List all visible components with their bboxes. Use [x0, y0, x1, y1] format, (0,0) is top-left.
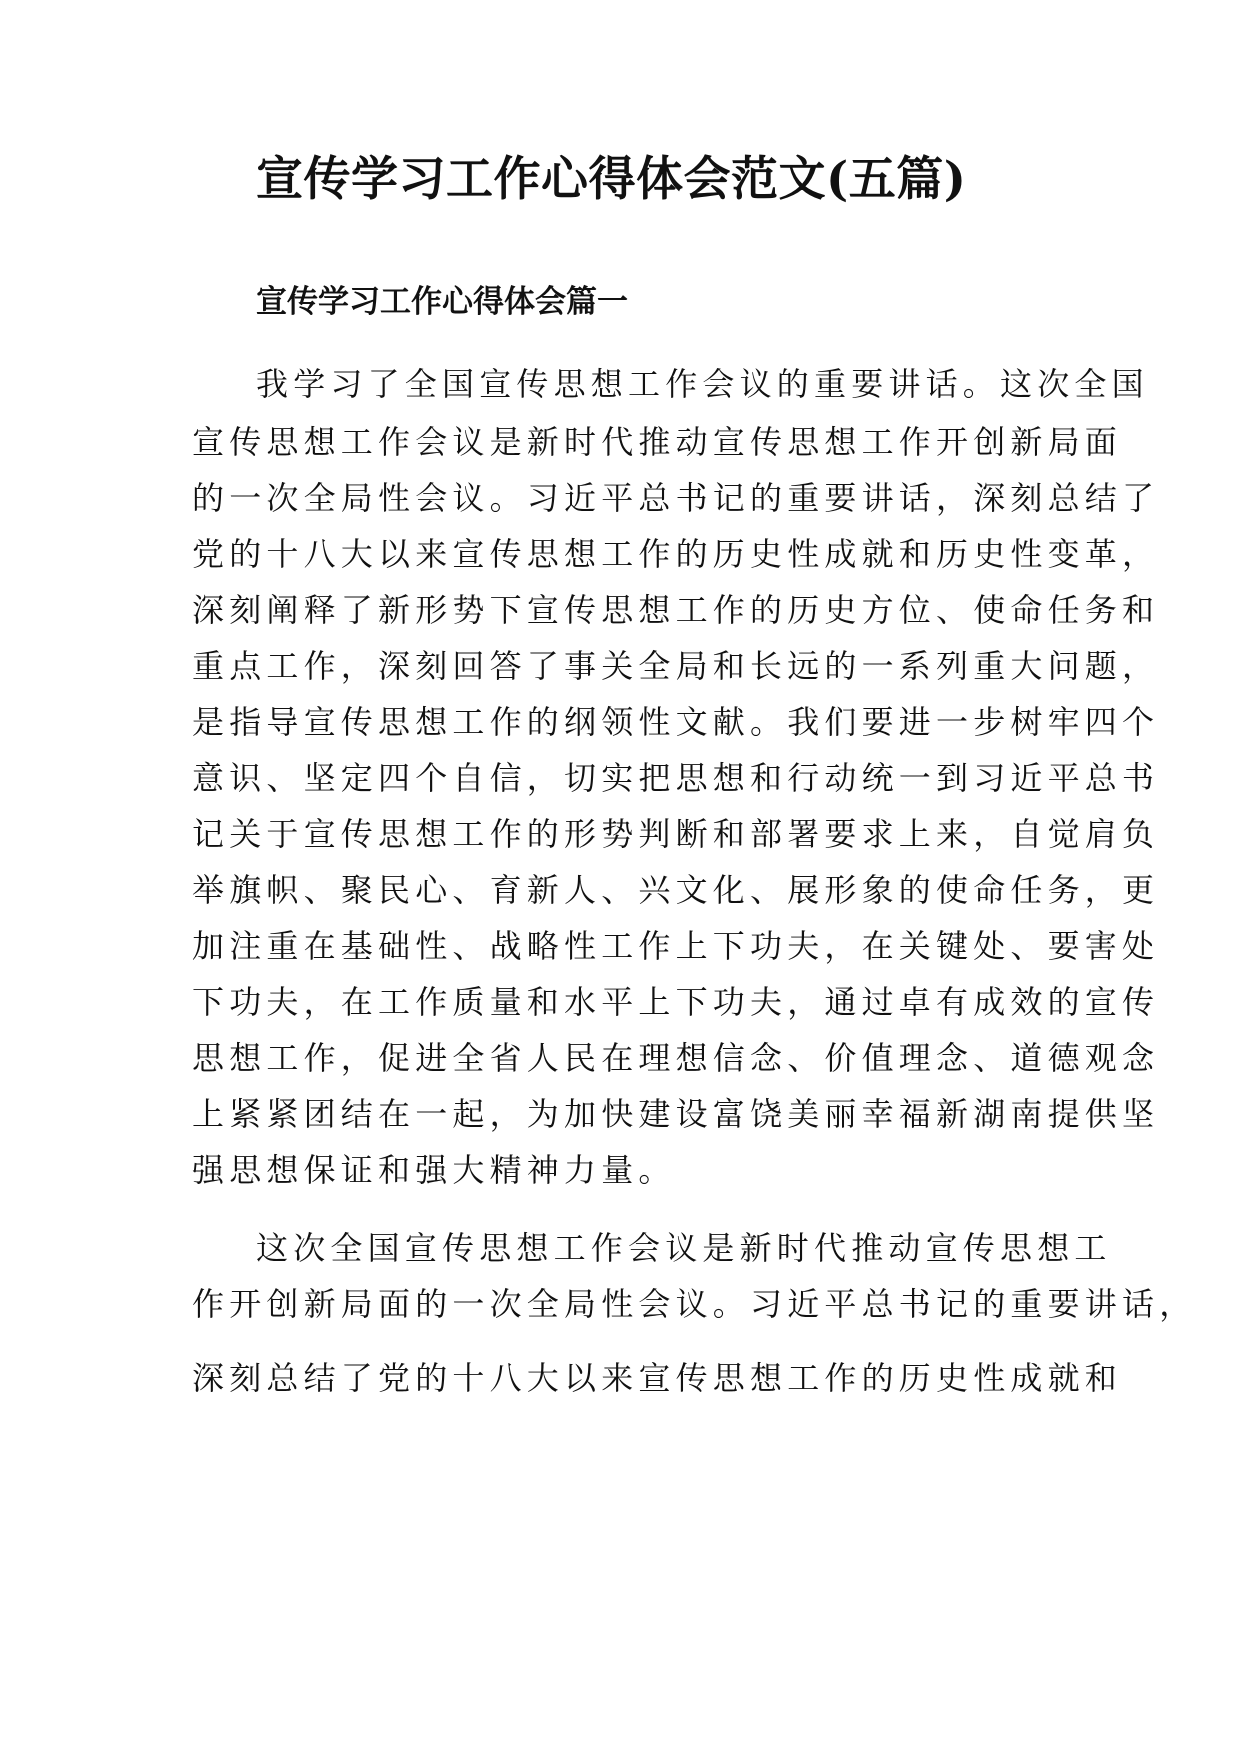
paragraph-line: 的一次全局性会议。习近平总书记的重要讲话，深刻总结了	[192, 479, 1160, 517]
section-heading: 宣传学习工作心得体会篇一	[256, 284, 628, 320]
paragraph-line: 举旗帜、聚民心、育新人、兴文化、展形象的使命任务，更	[192, 871, 1160, 909]
paragraph-line: 上紧紧团结在一起，为加快建设富饶美丽幸福新湖南提供坚	[192, 1095, 1160, 1133]
paragraph-line: 思想工作，促进全省人民在理想信念、价值理念、道德观念	[192, 1039, 1160, 1077]
paragraph-line: 下功夫，在工作质量和水平上下功夫，通过卓有成效的宣传	[192, 983, 1160, 1021]
paragraph-line: 记关于宣传思想工作的形势判断和部署要求上来，自觉肩负	[192, 815, 1160, 853]
paragraph-line: 我学习了全国宣传思想工作会议的重要讲话。这次全国	[256, 365, 1149, 403]
paragraph-line: 党的十八大以来宣传思想工作的历史性成就和历史性变革，	[192, 535, 1160, 573]
paragraph-line: 是指导宣传思想工作的纲领性文献。我们要进一步树牢四个	[192, 703, 1160, 741]
paragraph-line: 作开创新局面的一次全局性会议。习近平总书记的重要讲话，	[192, 1285, 1197, 1323]
paragraph-line: 深刻阐释了新形势下宣传思想工作的历史方位、使命任务和	[192, 591, 1160, 629]
paragraph-line: 宣传思想工作会议是新时代推动宣传思想工作开创新局面	[192, 423, 1123, 461]
paragraph-line: 重点工作，深刻回答了事关全局和长远的一系列重大问题，	[192, 647, 1160, 685]
paragraph-line: 强思想保证和强大精神力量。	[192, 1151, 676, 1189]
document-title: 宣传学习工作心得体会范文(五篇)	[256, 152, 967, 207]
paragraph-line: 意识、坚定四个自信，切实把思想和行动统一到习近平总书	[192, 759, 1160, 797]
paragraph-line: 深刻总结了党的十八大以来宣传思想工作的历史性成就和	[192, 1359, 1123, 1397]
paragraph-line: 这次全国宣传思想工作会议是新时代推动宣传思想工	[256, 1229, 1112, 1267]
paragraph-line: 加注重在基础性、战略性工作上下功夫，在关键处、要害处	[192, 927, 1160, 965]
